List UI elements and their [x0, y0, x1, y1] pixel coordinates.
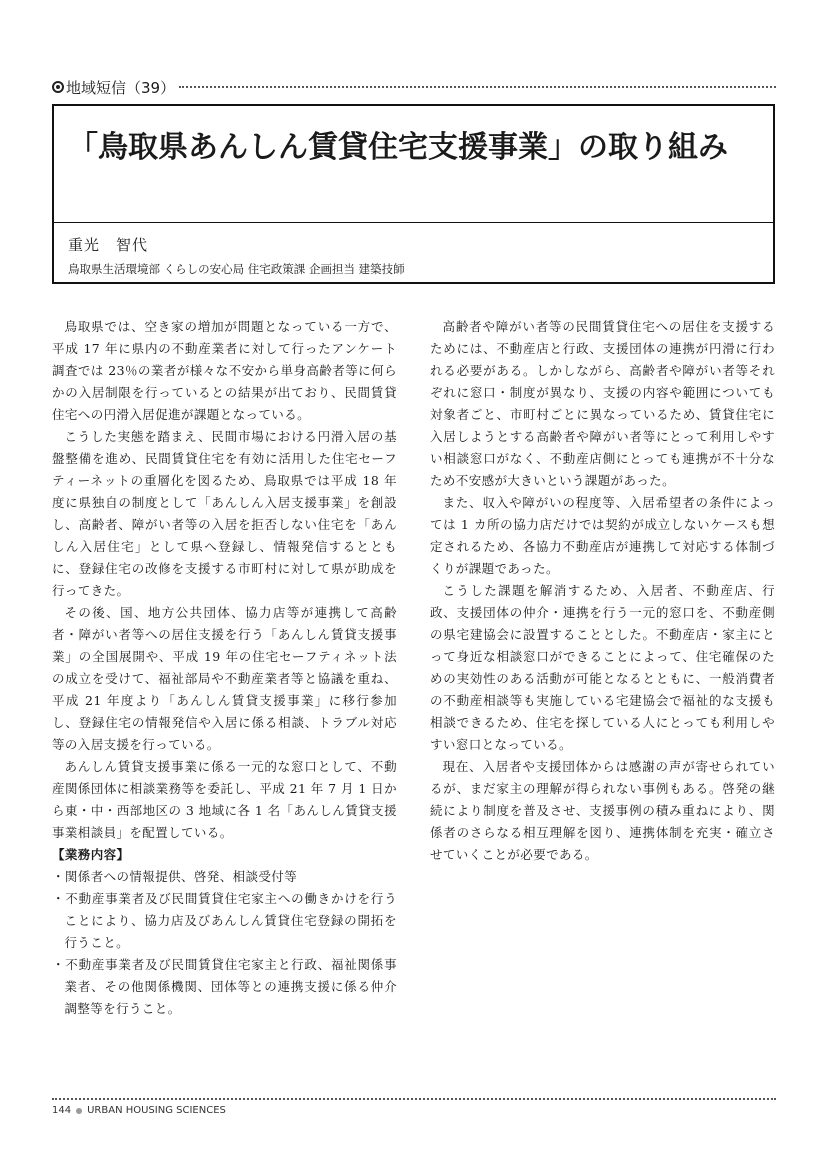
- duty-item: ・関係者への情報提供、啓発、相談受付等: [52, 869, 298, 884]
- paragraph: その後、国、地方公共団体、協力店等が連携して高齢者・障がい者等への居住支援を行う「あんしん賃貸支援事業」の全国展開や、平成 19 年の住宅セーフティネット法の成立を受けて、福祉部局や不動産業者等と協議を重ね、平成 21 年度より「あんしん賃貸支援事業」に移行参加し、登録住宅の情報発信や入居に係る相談、トラブル対応等の入居支援を行っている。: [52, 605, 397, 752]
- bullseye-icon: [52, 81, 64, 93]
- page-number: 144: [52, 1105, 72, 1116]
- footer-dotted-rule: [52, 1098, 776, 1100]
- paragraph: また、収入や障がいの程度等、入居希望者の条件によっては 1 カ所の協力店だけでは契約が成立しないケースも想定されるため、各協力不動産店が連携して対応する体制づくりが課題であった。: [430, 495, 775, 576]
- author-name: 重光 智代: [68, 236, 149, 254]
- section-label-text: 地域短信（39）: [66, 78, 176, 97]
- duty-item: ・不動産事業者及び民間賃貸住宅家主への働きかけを行うことにより、協力店及びあんしん賃貸住宅登録の開拓を行うこと。: [52, 891, 397, 950]
- title-box: [52, 104, 775, 284]
- paragraph: 鳥取県では、空き家の増加が問題となっている一方で、平成 17 年に県内の不動産業者に対して行ったアンケート調査では 23％の業者が様々な不安から単身高齢者等に何らかの入居制限を行っているとの結果が出ており、民間賃貸住宅への円滑入居促進が課題となっている。: [52, 319, 397, 422]
- paragraph: あんしん賃貸支援事業に係る一元的な窓口として、不動産関係団体に相談業務等を委託し、平成 21 年 7 月 1 日から東・中・西部地区の 3 地域に各 1 名「あんしん賃貸支援事業相談員」を配置している。: [52, 759, 397, 840]
- article-title: 「鳥取県あんしん賃貸住宅支援事業」の取り組み: [68, 130, 728, 165]
- duties-heading: 【業務内容】: [52, 847, 130, 862]
- body-column-left: [52, 316, 397, 1020]
- journal-name: URBAN HOUSING SCIENCES: [87, 1105, 226, 1116]
- title-divider: [54, 222, 773, 223]
- dotted-rule: [179, 86, 776, 88]
- author-affiliation: 鳥取県生活環境部 くらしの安心局 住宅政策課 企画担当 建築技師: [68, 262, 405, 276]
- dot-icon: [76, 1108, 82, 1114]
- footer-text: [52, 1105, 776, 1116]
- paragraph: こうした課題を解消するため、入居者、不動産店、行政、支援団体の仲介・連携を行う一元的窓口を、不動産側の県宅建協会に設置することとした。不動産店・家主にとって身近な相談窓口ができることによって、住宅確保のための実効性のある活動が可能となるとともに、一般消費者の不動産相談等も実施している宅建協会で福祉的な支援も相談できるため、住宅を探している人にとっても利用しやすい窓口となっている。: [430, 583, 775, 752]
- duty-item: ・不動産事業者及び民間賃貸住宅家主と行政、福祉関係事業者、その他関係機関、団体等との連携支援に係る仲介調整等を行うこと。: [52, 957, 397, 1016]
- paragraph: 高齢者や障がい者等の民間賃貸住宅への居住を支援するためには、不動産店と行政、支援団体の連携が円滑に行われる必要がある。しかしながら、高齢者や障がい者等それぞれに窓口・制度が異なり、支援の内容や範囲についても対象者ごと、市町村ごとに異なっているため、賃貸住宅に入居しようとする高齢者や障がい者等にとって利用しやすい相談窓口がなく、不動産店側にとっても連携が不十分なため不安感が大きいという課題があった。: [430, 319, 775, 488]
- body-column-right: [430, 316, 775, 866]
- paragraph: こうした実態を踏まえ、民間市場における円滑入居の基盤整備を進め、民間賃貸住宅を有効に活用した住宅セーフティーネットの重層化を図るため、鳥取県では平成 18 年度に県独自の制度として「あんしん入居支援事業」を創設し、高齢者、障がい者等の入居を拒否しない住宅を「あんしん入居住宅」として県へ登録し、情報発信するとともに、登録住宅の改修を支援する市町村に対して県が助成を行ってきた。: [52, 429, 397, 598]
- section-label: [52, 76, 776, 98]
- page-footer: [52, 1098, 776, 1116]
- paragraph: 現在、入居者や支援団体からは感謝の声が寄せられているが、まだ家主の理解が得られない事例もある。啓発の継続により制度を普及させ、支援事例の積み重ねにより、関係者のさらなる相互理解を図り、連携体制を充実・確立させていくことが必要である。: [430, 759, 775, 862]
